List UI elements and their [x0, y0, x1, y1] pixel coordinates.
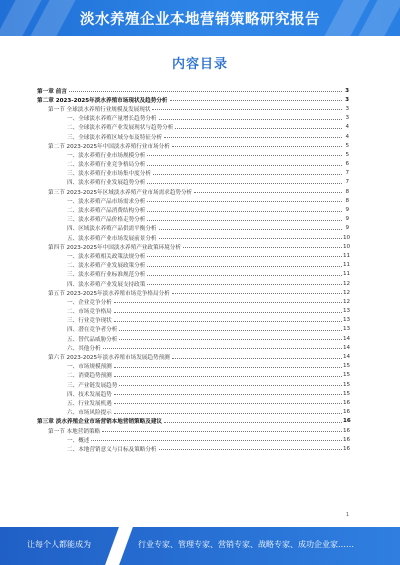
toc-entry-page: 16: [343, 445, 351, 452]
toc-entry-text: 二、全球淡水养殖产业发展现状与趋势分析: [67, 125, 174, 132]
toc-leader-dots: [147, 155, 342, 156]
toc-entry[interactable]: [37, 141, 349, 150]
page-number: 1: [345, 512, 349, 518]
toc-entry-page: 11: [343, 271, 351, 278]
toc-entry-page: 4: [345, 124, 349, 131]
toc-entry-text: 一、全球淡水养殖产量增长趋势分析: [67, 116, 157, 123]
toc-leader-dots: [164, 422, 342, 423]
toc-entry-page: 15: [343, 372, 351, 379]
toc-leader-dots: [114, 302, 342, 303]
toc-entry-page: 16: [343, 409, 351, 416]
toc-entry-text: 五、行业发展机遇: [67, 400, 112, 407]
toc-entry[interactable]: [37, 408, 349, 417]
toc-entry[interactable]: [37, 242, 349, 251]
toc-entry-text: 二、淡水养殖产业发展政策分析: [67, 263, 146, 270]
toc-entry-text: 第一节 全球淡水养殖行业规模及发展现状: [48, 106, 151, 113]
toc-entry-page: 12: [343, 289, 351, 296]
toc-leader-dots: [159, 238, 342, 239]
toc-entry[interactable]: [37, 417, 349, 426]
toc-entry[interactable]: [37, 325, 349, 334]
toc-entry-page: 12: [343, 280, 351, 287]
toc-entry-text: 三、淡水养殖产品价格走势分析: [67, 217, 146, 224]
toc-entry[interactable]: [37, 233, 349, 242]
toc-entry-text: 二、本地营销意义与目标及策略分析: [67, 446, 157, 453]
table-of-contents: [37, 86, 349, 454]
toc-entry[interactable]: [37, 169, 349, 178]
toc-leader-dots: [119, 339, 342, 340]
toc-entry[interactable]: [37, 160, 349, 169]
toc-leader-dots: [172, 358, 342, 359]
toc-leader-dots: [153, 174, 342, 175]
toc-entry-text: 三、淡水养殖行业市场集中度分析: [67, 171, 151, 178]
toc-entry-page: 10: [343, 234, 351, 241]
toc-entry-text: 一、淡水养殖行业市场规模分析: [67, 152, 146, 159]
toc-entry-page: 9: [345, 225, 349, 232]
toc-entry[interactable]: [37, 371, 349, 380]
toc-entry-text: 三、淡水养殖行业标准规范分析: [67, 272, 146, 279]
toc-entry-page: 3: [345, 115, 349, 122]
toc-entry[interactable]: [37, 270, 349, 279]
toc-entry-text: 二、市场竞争格局: [67, 309, 112, 316]
toc-entry[interactable]: [37, 215, 349, 224]
report-title: 淡水养殖企业本地营销策略研究报告: [80, 12, 320, 28]
toc-entry-text: 第五节 2023-2025年淡水养殖市场竞争格局分析: [48, 290, 170, 297]
toc-entry[interactable]: [37, 334, 349, 343]
toc-entry-page: 9: [345, 207, 349, 214]
toc-entry[interactable]: [37, 279, 349, 288]
toc-leader-dots: [114, 376, 342, 377]
toc-leader-dots: [114, 321, 342, 322]
toc-entry[interactable]: [37, 362, 349, 371]
toc-entry-text: 六、其他分析: [67, 345, 101, 352]
toc-leader-dots: [114, 413, 342, 414]
toc-leader-dots: [159, 119, 342, 120]
toc-entry[interactable]: [37, 389, 349, 398]
toc-entry-page: 8: [345, 188, 349, 195]
toc-entry-text: 第六节 2023-2025年淡水养殖市场发展趋势预测: [48, 355, 170, 362]
toc-leader-dots: [147, 183, 342, 184]
toc-leader-dots: [69, 91, 342, 92]
toc-entry-page: 11: [343, 252, 351, 259]
toc-entry-page: 15: [343, 390, 351, 397]
toc-entry-page: 16: [343, 399, 351, 406]
footer-slogan-right: 行业专家、管理专家、营销专家、战略专家、成功企业家……: [138, 540, 354, 549]
toc-leader-dots: [170, 100, 342, 101]
toc-entry-text: 第四节 2023-2025年中国淡水养殖产业政策环境分析: [48, 244, 181, 251]
toc-entry-page: 12: [343, 298, 351, 305]
toc-leader-dots: [147, 284, 342, 285]
toc-heading: 内容目录: [171, 57, 228, 72]
toc-entry[interactable]: [37, 251, 349, 260]
toc-entry[interactable]: [37, 196, 349, 205]
toc-entry-page: 7: [345, 179, 349, 186]
toc-entry-text: 第二章 2023-2025年淡水养殖市场现状及趋势分析: [37, 97, 168, 104]
toc-entry[interactable]: [37, 435, 349, 444]
footer-banner: [0, 527, 400, 565]
toc-entry-page: 15: [343, 381, 351, 388]
toc-leader-dots: [172, 293, 342, 294]
toc-entry-text: 二、淡水养殖行业竞争格局分析: [67, 162, 146, 169]
toc-entry[interactable]: [37, 150, 349, 159]
toc-leader-dots: [147, 201, 342, 202]
toc-entry-page: 14: [343, 335, 351, 342]
toc-entry-text: 三、全球淡水养殖区域分布及特征分析: [67, 134, 163, 141]
toc-leader-dots: [103, 348, 342, 349]
toc-leader-dots: [147, 266, 342, 267]
toc-entry-text: 六、市场风险提示: [67, 410, 112, 417]
toc-leader-dots: [147, 165, 342, 166]
toc-entry-page: 3: [345, 87, 349, 94]
toc-leader-dots: [119, 330, 342, 331]
toc-entry-text: 二、淡水养殖产品消费结构分析: [67, 208, 146, 215]
toc-entry[interactable]: [37, 95, 349, 104]
toc-entry-page: 6: [345, 161, 349, 168]
toc-leader-dots: [114, 403, 342, 404]
toc-entry-page: 3: [345, 96, 349, 103]
toc-leader-dots: [119, 385, 342, 386]
toc-entry-text: 二、消费趋势预测: [67, 373, 112, 380]
toc-entry-text: 三、产业链发展趋势: [67, 382, 118, 389]
toc-entry[interactable]: [37, 343, 349, 352]
toc-entry-page: 11: [343, 262, 351, 269]
toc-entry-text: 第一节 本地营销策略: [48, 428, 101, 435]
toc-entry[interactable]: [37, 307, 349, 316]
toc-leader-dots: [91, 440, 342, 441]
toc-entry[interactable]: [37, 114, 349, 123]
toc-leader-dots: [175, 128, 342, 129]
toc-leader-dots: [159, 449, 342, 450]
toc-entry-page: 4: [345, 133, 349, 140]
toc-entry-text: 一、淡水养殖产品市场需求分析: [67, 198, 146, 205]
toc-leader-dots: [172, 146, 342, 147]
toc-entry-text: 三、行业竞争现状: [67, 318, 112, 325]
toc-entry[interactable]: [37, 426, 349, 435]
toc-entry-page: 13: [343, 317, 351, 324]
toc-entry[interactable]: [37, 261, 349, 270]
toc-entry[interactable]: [37, 123, 349, 132]
toc-leader-dots: [114, 312, 342, 313]
toc-leader-dots: [114, 367, 342, 368]
toc-entry-text: 一、企业竞争分析: [67, 299, 112, 306]
toc-entry-text: 第三节 2023-2025年区域淡水养殖产业市场需求趋势分析: [48, 189, 193, 196]
toc-entry[interactable]: [37, 444, 349, 453]
toc-entry[interactable]: [37, 297, 349, 306]
toc-entry-text: 四、潜在竞争者分析: [67, 327, 118, 334]
toc-entry-text: 一、概述: [67, 437, 90, 444]
toc-leader-dots: [102, 431, 342, 432]
toc-entry-text: 五、淡水养殖产业市场发展前景分析: [67, 235, 157, 242]
toc-entry-page: 9: [345, 216, 349, 223]
toc-entry-page: 14: [343, 354, 351, 361]
toc-entry-page: 3: [345, 105, 349, 112]
toc-entry-text: 第三章 淡水养殖企业市场营销本地营销策略及建议: [37, 419, 163, 426]
toc-entry[interactable]: [37, 178, 349, 187]
toc-entry[interactable]: [37, 316, 349, 325]
toc-entry-page: 10: [343, 243, 351, 250]
toc-entry[interactable]: [37, 380, 349, 389]
toc-entry[interactable]: [37, 104, 349, 113]
toc-entry-page: 13: [343, 308, 351, 315]
header-banner: [0, 0, 400, 36]
toc-entry-page: 14: [343, 344, 351, 351]
toc-entry[interactable]: [37, 352, 349, 361]
toc-entry[interactable]: [37, 86, 349, 95]
toc-entry[interactable]: [37, 398, 349, 407]
toc-leader-dots: [152, 109, 342, 110]
toc-entry-text: 第二节 2023-2025年中国淡水养殖行业市场分析: [48, 143, 170, 150]
toc-entry-page: 8: [345, 197, 349, 204]
toc-leader-dots: [194, 192, 342, 193]
toc-leader-dots: [147, 220, 342, 221]
toc-entry-page: 13: [343, 326, 351, 333]
toc-entry-text: 五、替代品威胁分析: [67, 336, 118, 343]
toc-leader-dots: [147, 211, 342, 212]
toc-entry[interactable]: [37, 132, 349, 141]
toc-entry-page: 16: [343, 436, 351, 443]
toc-leader-dots: [164, 137, 342, 138]
toc-entry-text: 四、淡水养殖产业发展支持政策: [67, 281, 146, 288]
toc-leader-dots: [114, 394, 342, 395]
toc-entry-text: 第一章 前言: [37, 88, 67, 95]
toc-entry-page: 5: [345, 142, 349, 149]
toc-entry-text: 四、淡水养殖行业发展趋势分析: [67, 180, 146, 187]
toc-entry[interactable]: [37, 205, 349, 214]
toc-entry[interactable]: [37, 288, 349, 297]
toc-entry-page: 16: [343, 427, 351, 434]
footer-slogan-left: 让每个人都能成为: [27, 540, 91, 549]
toc-leader-dots: [147, 275, 342, 276]
toc-entry-text: 四、区域淡水养殖产品供需平衡分析: [67, 226, 157, 233]
toc-entry-text: 四、技术发展趋势: [67, 391, 112, 398]
toc-entry-page: 16: [343, 418, 351, 425]
toc-entry-page: 15: [343, 363, 351, 370]
toc-entry[interactable]: [37, 224, 349, 233]
toc-entry-page: 7: [345, 170, 349, 177]
toc-leader-dots: [147, 256, 342, 257]
toc-entry-text: 一、市场规模预测: [67, 364, 112, 371]
toc-entry-page: 5: [345, 151, 349, 158]
toc-entry-text: 一、淡水养殖相关政策法规分析: [67, 253, 146, 260]
toc-entry[interactable]: [37, 187, 349, 196]
toc-leader-dots: [159, 229, 342, 230]
toc-leader-dots: [183, 247, 342, 248]
